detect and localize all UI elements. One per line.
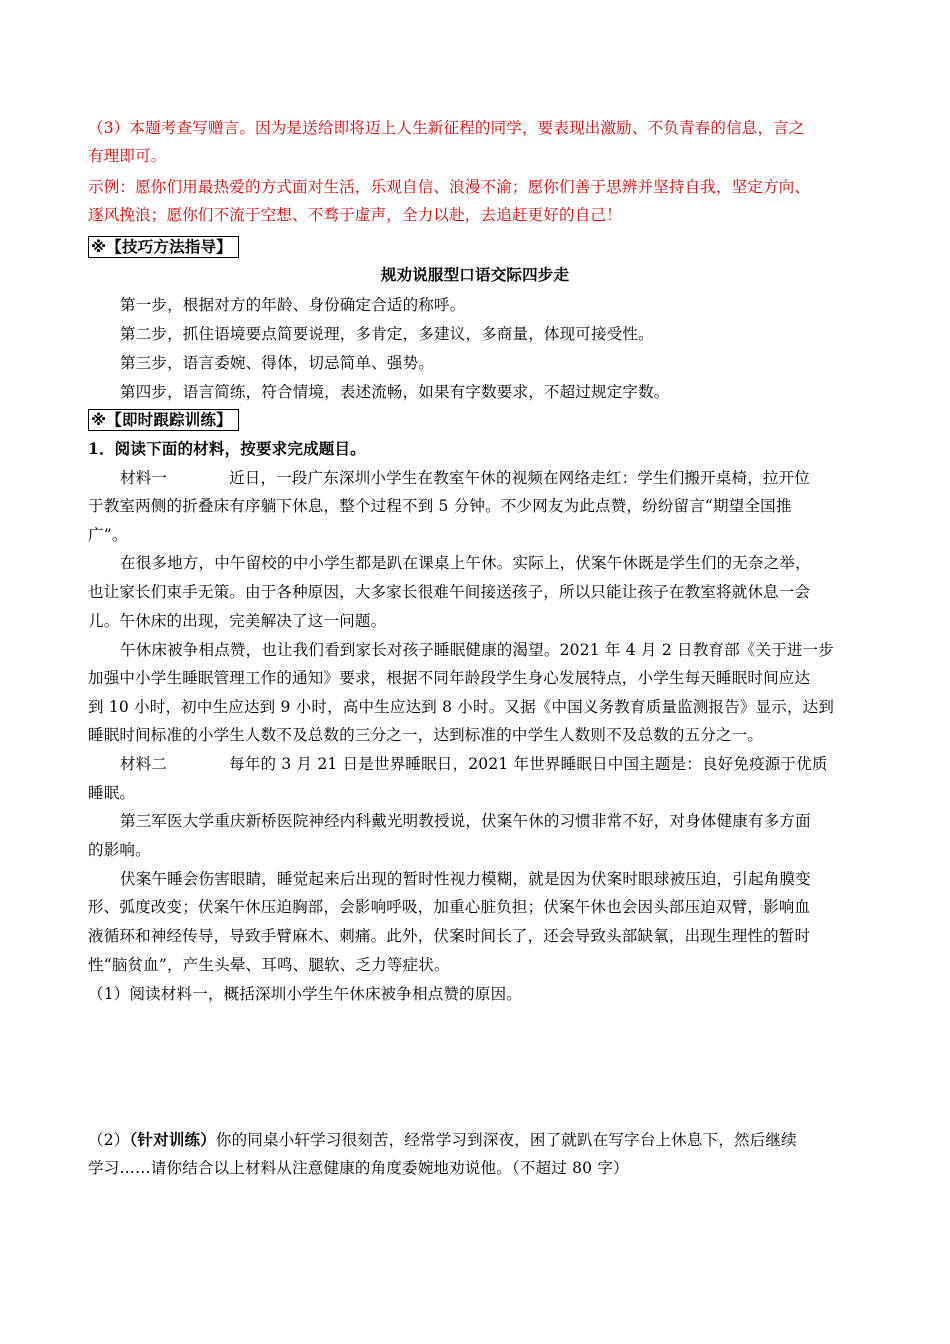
- para-3-line-4: 睡眠时间标准的小学生人数不及总数的三分之一，达到标准的中学生人数则不及总数的五分之一。: [88, 726, 764, 744]
- para-6-line-3: 液循环和神经传导，导致手臂麻木、刺痛。此外，伏案时间长了，还会导致头部缺氧，出现生理性的暂时: [88, 927, 811, 945]
- practice-section-header-row: [88, 409, 862, 431]
- method-step-3: 第三步，语言委婉、得体，切忌简单、强势。: [120, 354, 435, 372]
- targeted-training-tag: （针对训练）: [129, 1130, 216, 1149]
- para-5-line-1: 第三军医大学重庆新桥医院神经内科戴光明教授说，伏案午休的习惯非常不好，对身体健康有多方面: [120, 812, 811, 830]
- material-1-text: 近日，一段广东深圳小学生在教室午休的视频在网络走红：学生们搬开桌椅，拉开位: [229, 469, 811, 487]
- para-6-line-1: 伏案午睡会伤害眼睛，睡觉起来后出现的暂时性视力模糊，就是因为伏案时眼球被压迫，引起角膜变: [120, 870, 811, 888]
- material-1-line-2: 于教室两侧的折叠床有序躺下休息，整个过程不到 5 分钟。不少网友为此点赞，纷纷留言“期望全国推: [88, 497, 792, 515]
- question-1-prompt: 1．阅读下面的材料，按要求完成题目。: [88, 439, 366, 458]
- material-2-line-1: [120, 754, 862, 774]
- answer-example-line-2: 逐风挽浪；愿你们不流于空想、不骛于虚声，全力以赴，去追赶更好的自己！: [88, 206, 622, 224]
- material-1-label: 材料一: [120, 469, 168, 487]
- sub-question-2-text: 你的同桌小轩学习很刻苦，经常学习到深夜，困了就趴在写字台上休息下，然后继续: [215, 1131, 797, 1149]
- material-2-line-2: 睡眠。: [88, 784, 136, 802]
- method-step-4: 第四步，语言简练，符合情境，表述流畅，如果有字数要求，不超过规定字数。: [120, 383, 670, 401]
- sub-question-2-line-1: [88, 1130, 862, 1150]
- method-section-header: ※【技巧方法指导】: [88, 236, 239, 258]
- sub-question-2-line-2: 学习……请你结合以上材料从注意健康的角度委婉地劝说他。（不超过 80 字）: [88, 1159, 629, 1177]
- para-5-line-2: 的影响。: [88, 841, 151, 859]
- material-1-line-1: [120, 468, 862, 488]
- para-3-line-3: 到 10 小时，初中生应达到 9 小时，高中生应达到 8 小时。又据《中国义务教育质量监测报告》显示，达到: [88, 698, 835, 716]
- answer-line-1: （3）本题考查写赠言。因为是送给即将迈上人生新征程的同学，要表现出激励、不负青春的信息，言之: [88, 119, 805, 137]
- sub-question-2-number: （2）: [88, 1131, 130, 1149]
- method-section-header-row: [88, 236, 862, 258]
- material-1-line-3: 广”。: [88, 526, 128, 544]
- method-title: 规劝说服型口语交际四步走: [380, 265, 570, 284]
- method-step-2: 第二步，抓住语境要点简要说理，多肯定，多建议，多商量，体现可接受性。: [120, 325, 654, 343]
- answer-example-line-1: 示例：愿你们用最热爱的方式面对生活，乐观自信、浪漫不渝；愿你们善于思辨并坚持自我，坚定方向、: [88, 178, 811, 196]
- para-2-line-3: 儿。午休床的出现，完美解决了这一问题。: [88, 612, 387, 630]
- para-6-line-4: 性“脑贫血”，产生头晕、耳鸣、腿软、乏力等症状。: [88, 956, 450, 974]
- para-2-line-2: 也让家长们束手无策。由于各种原因，大多家长很难午间接送孩子，所以只能让孩子在教室将就休息一会: [88, 583, 811, 601]
- material-2-label: 材料二: [120, 755, 168, 773]
- answer-line-2: 有理即可。: [88, 147, 167, 165]
- para-6-line-2: 形、弧度改变；伏案午休压迫胸部，会影响呼吸，加重心脏负担；伏案午休也会因头部压迫双臂，影响血: [88, 898, 811, 916]
- sub-question-1: （1）阅读材料一，概括深圳小学生午休床被争相点赞的原因。: [88, 985, 522, 1003]
- practice-section-header: ※【即时跟踪训练】: [88, 409, 239, 431]
- para-3-line-2: 加强中小学生睡眠管理工作的通知》要求，根据不同年龄段学生身心发展特点，小学生每天睡眠时间应达: [88, 669, 811, 687]
- para-3-line-1: 午休床被争相点赞，也让我们看到家长对孩子睡眠健康的渴望。2021 年 4 月 2 日教育部《关于进一步: [120, 641, 835, 659]
- material-2-text: 每年的 3 月 21 日是世界睡眠日，2021 年世界睡眠日中国主题是：良好免疫源于优质: [229, 755, 828, 773]
- para-2-line-1: 在很多地方，中午留校的中小学生都是趴在课桌上午休。实际上，伏案午休既是学生们的无奈之举，: [120, 554, 811, 572]
- method-step-1: 第一步，根据对方的年龄、身份确定合适的称呼。: [120, 296, 466, 314]
